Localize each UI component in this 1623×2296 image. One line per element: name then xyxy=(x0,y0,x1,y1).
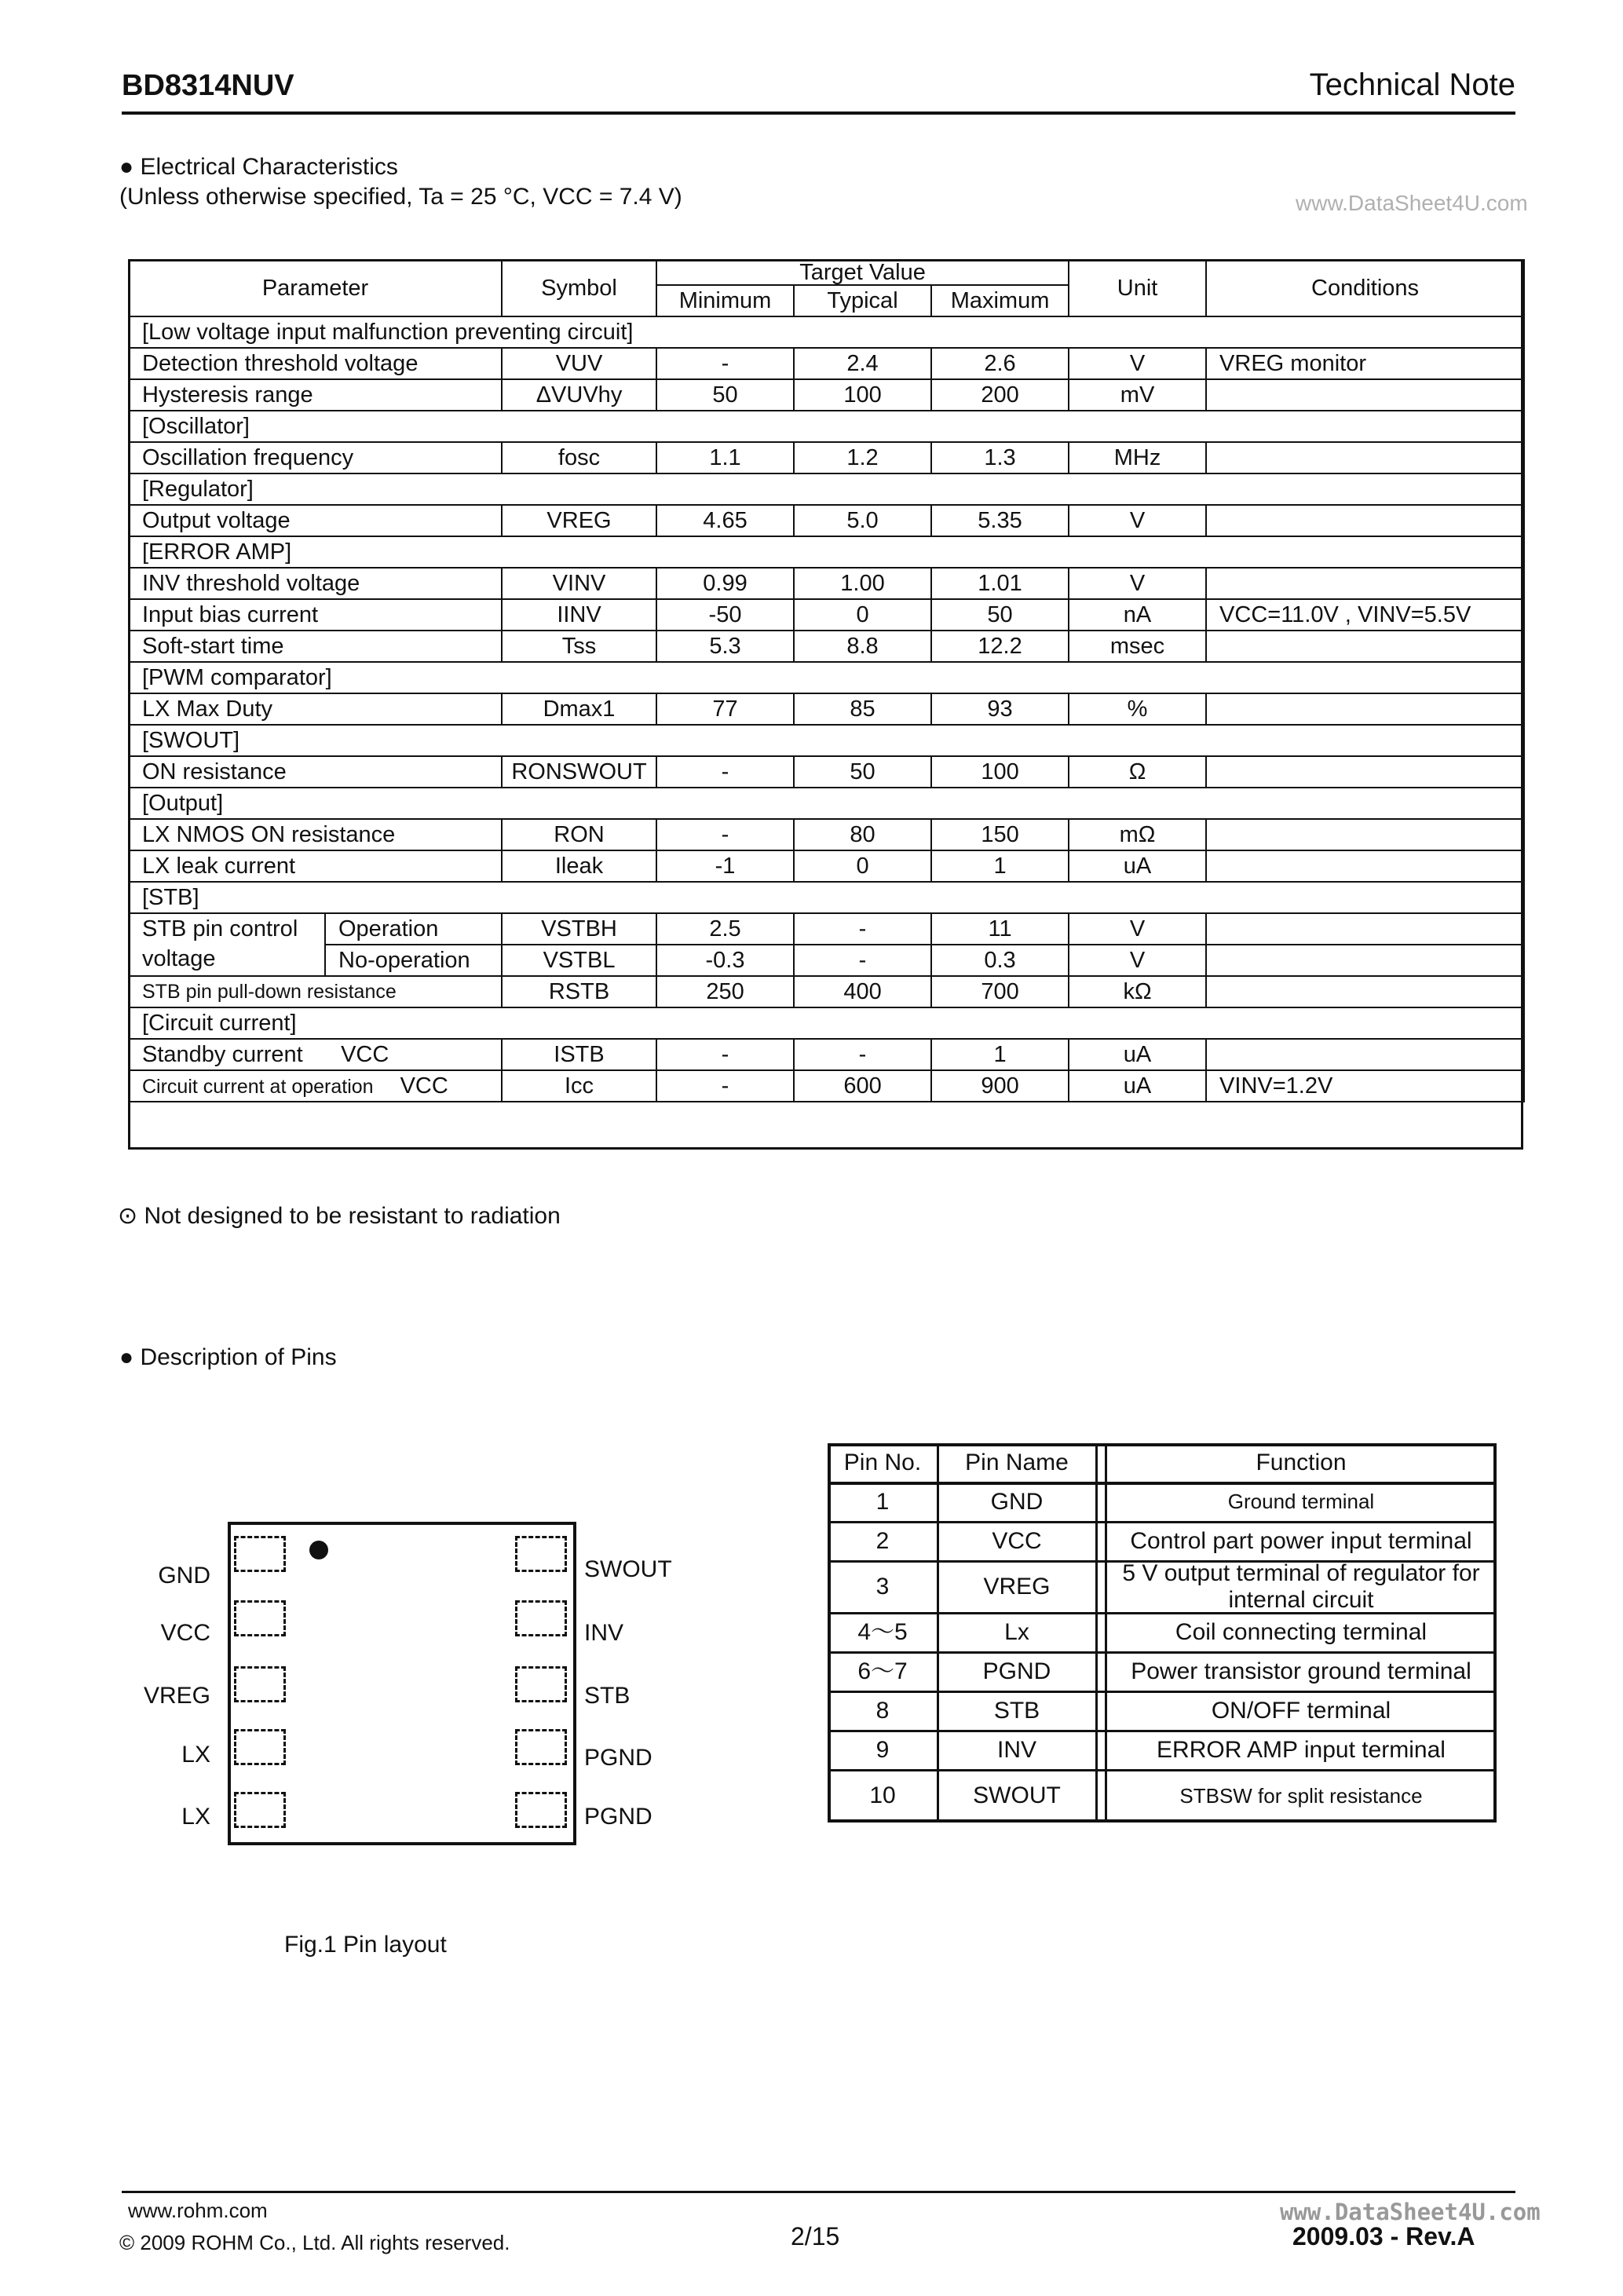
pin-function-cell: Coil connecting terminal xyxy=(1175,1618,1427,1645)
watermark-top: www.DataSheet4U.com xyxy=(1296,191,1528,215)
pin-header-name: Pin Name xyxy=(965,1449,1069,1475)
cond-cell xyxy=(1206,693,1524,725)
typ-cell: 80 xyxy=(794,819,931,850)
group-row xyxy=(129,536,1524,568)
table-row xyxy=(129,819,1524,850)
param-cell: Detection threshold voltage xyxy=(129,348,502,379)
max-cell: 900 xyxy=(931,1070,1069,1102)
left-pin-pad xyxy=(234,1792,286,1828)
footer-url: www.rohm.com xyxy=(128,2199,268,2222)
symbol-cell: Icc xyxy=(502,1070,656,1102)
sub-param-cell: No-operation xyxy=(325,945,502,976)
table-row xyxy=(129,631,1524,662)
symbol-cell: fosc xyxy=(502,442,656,473)
group-row xyxy=(129,725,1524,756)
footer-rule xyxy=(122,2191,1515,2193)
param-cell: STB pin pull-down resistance xyxy=(129,976,502,1007)
typ-cell: 1.00 xyxy=(794,568,931,599)
symbol-cell: Ileak xyxy=(502,850,656,882)
param-cell: LX Max Duty xyxy=(129,693,502,725)
param-cell: Standby current VCC xyxy=(129,1039,502,1070)
unit-cell: V xyxy=(1069,913,1206,945)
typ-cell: 1.2 xyxy=(794,442,931,473)
left-pin-label: LX xyxy=(181,1742,210,1768)
typ-cell: 50 xyxy=(794,756,931,788)
table-row xyxy=(129,442,1524,473)
table-row xyxy=(129,505,1524,536)
param-cell: STB pin control voltage xyxy=(129,913,325,976)
symbol-cell: RSTB xyxy=(502,976,656,1007)
sub-param-cell: Operation xyxy=(325,913,502,945)
cond-cell xyxy=(1206,945,1524,976)
left-pin-pad xyxy=(234,1729,286,1765)
cond-cell xyxy=(1206,850,1524,882)
header-target-value: Target Value xyxy=(656,260,1069,285)
group-label: [Circuit current] xyxy=(129,1007,1524,1039)
group-label: [STB] xyxy=(129,882,1524,913)
unit-cell: V xyxy=(1069,505,1206,536)
param-cell: LX NMOS ON resistance xyxy=(129,819,502,850)
group-row xyxy=(129,882,1524,913)
header-unit: Unit xyxy=(1069,260,1206,316)
pin-name-cell: VCC xyxy=(992,1527,1042,1554)
typ-cell: 0 xyxy=(794,599,931,631)
header-parameter: Parameter xyxy=(129,260,502,316)
table-row xyxy=(129,976,1524,1007)
cond-cell xyxy=(1206,976,1524,1007)
col-divider xyxy=(1105,1443,1107,1823)
typ-cell: 600 xyxy=(794,1070,931,1102)
param-cell: ON resistance xyxy=(129,756,502,788)
table-row xyxy=(129,945,1524,976)
right-pin-label: PGND xyxy=(584,1745,652,1771)
pin-function-cell: ON/OFF terminal xyxy=(1211,1697,1391,1724)
pin-function-cell: 5 V output terminal of regulator for internal circuit xyxy=(1122,1559,1480,1613)
cond-cell xyxy=(1206,756,1524,788)
group-label: [PWM comparator] xyxy=(129,662,1524,693)
unit-cell: mΩ xyxy=(1069,819,1206,850)
min-cell: -1 xyxy=(656,850,794,882)
cond-cell xyxy=(1206,631,1524,662)
header-min: Minimum xyxy=(656,285,794,316)
max-cell: 1 xyxy=(931,850,1069,882)
pin-function-cell: ERROR AMP input terminal xyxy=(1157,1736,1446,1763)
unit-cell: nA xyxy=(1069,599,1206,631)
pin-header-function: Function xyxy=(1256,1449,1347,1475)
conditions-note: (Unless otherwise specified, Ta = 25 °C, VCC = 7.4 V) xyxy=(119,184,682,210)
header-rule xyxy=(122,112,1515,115)
min-cell: - xyxy=(656,819,794,850)
typ-cell: 85 xyxy=(794,693,931,725)
table-row xyxy=(129,568,1524,599)
pin-number-cell: 6〜7 xyxy=(857,1658,908,1684)
header-conditions: Conditions xyxy=(1206,260,1524,316)
param-cell: Input bias current xyxy=(129,599,502,631)
group-row xyxy=(129,316,1524,348)
table-row xyxy=(129,693,1524,725)
unit-cell: uA xyxy=(1069,850,1206,882)
right-pin-pad xyxy=(515,1600,567,1636)
pin-name-cell: Lx xyxy=(1004,1618,1029,1645)
pin-number-cell: 8 xyxy=(875,1697,890,1724)
right-pin-label: STB xyxy=(584,1683,631,1709)
param-text: Circuit current at operation xyxy=(142,1075,374,1098)
cond-cell xyxy=(1206,379,1524,411)
param-cell: Oscillation frequency xyxy=(129,442,502,473)
pin-header-no: Pin No. xyxy=(843,1449,922,1475)
max-cell: 0.3 xyxy=(931,945,1069,976)
cond-cell: VREG monitor xyxy=(1206,348,1524,379)
max-cell: 150 xyxy=(931,819,1069,850)
cond-cell xyxy=(1206,1039,1524,1070)
page-number: 2/15 xyxy=(791,2222,840,2250)
symbol-cell: VUV xyxy=(502,348,656,379)
pin-function-cell: Ground terminal xyxy=(1227,1490,1375,1514)
right-pin-pad xyxy=(515,1666,567,1702)
typ-cell: 100 xyxy=(794,379,931,411)
typ-cell: 2.4 xyxy=(794,348,931,379)
pin-number-cell: 3 xyxy=(875,1573,890,1600)
pin-name-cell: STB xyxy=(993,1697,1040,1724)
group-label: [ERROR AMP] xyxy=(129,536,1524,568)
watermark-bottom: www.DataSheet4U.com xyxy=(1280,2199,1541,2225)
group-label: [SWOUT] xyxy=(129,725,1524,756)
min-cell: 2.5 xyxy=(656,913,794,945)
table-row xyxy=(129,850,1524,882)
max-cell: 1.3 xyxy=(931,442,1069,473)
param-cell: INV threshold voltage xyxy=(129,568,502,599)
min-cell: -0.3 xyxy=(656,945,794,976)
typ-cell: 5.0 xyxy=(794,505,931,536)
right-pin-label: SWOUT xyxy=(584,1556,672,1582)
symbol-cell: RONSWOUT xyxy=(502,756,656,788)
unit-cell: Ω xyxy=(1069,756,1206,788)
pin-function-cell: STBSW for split resistance xyxy=(1179,1783,1423,1808)
symbol-cell: VSTBH xyxy=(502,913,656,945)
param-cell xyxy=(129,1070,502,1102)
max-cell: 5.35 xyxy=(931,505,1069,536)
symbol-cell: ISTB xyxy=(502,1039,656,1070)
group-row xyxy=(129,411,1524,442)
typ-cell: - xyxy=(794,1039,931,1070)
section-title-pins: ● Description of Pins xyxy=(119,1344,337,1370)
min-cell: 1.1 xyxy=(656,442,794,473)
cond-cell: VCC=11.0V , VINV=5.5V xyxy=(1206,599,1524,631)
max-cell: 11 xyxy=(931,913,1069,945)
pin1-marker xyxy=(309,1541,328,1559)
min-cell: - xyxy=(656,348,794,379)
right-pin-pad xyxy=(515,1536,567,1572)
min-cell: - xyxy=(656,756,794,788)
unit-cell: V xyxy=(1069,945,1206,976)
pin-number-cell: 10 xyxy=(869,1782,896,1809)
pin-function-cell: Power transistor ground terminal xyxy=(1131,1658,1471,1684)
max-cell: 12.2 xyxy=(931,631,1069,662)
figure-caption: Fig.1 Pin layout xyxy=(284,1932,447,1958)
unit-cell: uA xyxy=(1069,1039,1206,1070)
cond-cell xyxy=(1206,505,1524,536)
param-cell: Output voltage xyxy=(129,505,502,536)
symbol-cell: Tss xyxy=(502,631,656,662)
max-cell: 93 xyxy=(931,693,1069,725)
left-pin-label: VREG xyxy=(143,1683,210,1709)
min-cell: - xyxy=(656,1039,794,1070)
unit-cell: % xyxy=(1069,693,1206,725)
group-label: [Regulator] xyxy=(129,473,1524,505)
left-pin-pad xyxy=(234,1536,286,1572)
max-cell: 700 xyxy=(931,976,1069,1007)
unit-cell: mV xyxy=(1069,379,1206,411)
header-typ: Typical xyxy=(794,285,931,316)
group-label: [Oscillator] xyxy=(129,411,1524,442)
pin-number-cell: 4〜5 xyxy=(857,1618,908,1645)
cond-cell xyxy=(1206,568,1524,599)
unit-cell: V xyxy=(1069,568,1206,599)
right-pin-label: PGND xyxy=(584,1804,652,1830)
header-symbol: Symbol xyxy=(502,260,656,316)
cond-cell xyxy=(1206,819,1524,850)
param-cell: Hysteresis range xyxy=(129,379,502,411)
symbol-cell: ΔVUVhy xyxy=(502,379,656,411)
group-row xyxy=(129,1007,1524,1039)
max-cell: 1 xyxy=(931,1039,1069,1070)
group-row xyxy=(129,788,1524,819)
pin-function-cell: Control part power input terminal xyxy=(1130,1527,1472,1554)
pin-name-cell: VREG xyxy=(983,1573,1051,1600)
symbol-cell: Dmax1 xyxy=(502,693,656,725)
left-pin-pad xyxy=(234,1666,286,1702)
min-cell: 77 xyxy=(656,693,794,725)
symbol-cell: VINV xyxy=(502,568,656,599)
table-row xyxy=(129,756,1524,788)
unit-cell: kΩ xyxy=(1069,976,1206,1007)
right-pin-label: INV xyxy=(584,1620,624,1646)
symbol-cell: VSTBL xyxy=(502,945,656,976)
pin-name-cell: GND xyxy=(990,1488,1044,1515)
min-cell: 4.65 xyxy=(656,505,794,536)
table-row xyxy=(129,913,1524,945)
min-cell: 250 xyxy=(656,976,794,1007)
min-cell: 5.3 xyxy=(656,631,794,662)
pin-number-cell: 9 xyxy=(875,1736,890,1763)
max-cell: 200 xyxy=(931,379,1069,411)
revision: 2009.03 - Rev.A xyxy=(1292,2222,1475,2250)
max-cell: 100 xyxy=(931,756,1069,788)
table-row xyxy=(129,599,1524,631)
unit-cell: MHz xyxy=(1069,442,1206,473)
unit-cell: msec xyxy=(1069,631,1206,662)
symbol-cell: RON xyxy=(502,819,656,850)
param-cell: Soft-start time xyxy=(129,631,502,662)
pin-name-cell: INV xyxy=(996,1736,1036,1763)
pin-name-cell: PGND xyxy=(982,1658,1051,1684)
pin-name-cell: SWOUT xyxy=(973,1782,1061,1809)
typ-cell: 0 xyxy=(794,850,931,882)
cond-cell: VINV=1.2V xyxy=(1206,1070,1524,1102)
header-max: Maximum xyxy=(931,285,1069,316)
group-label: [Output] xyxy=(129,788,1524,819)
left-pin-label: GND xyxy=(158,1563,210,1589)
max-cell: 50 xyxy=(931,599,1069,631)
footer-copyright: © 2009 ROHM Co., Ltd. All rights reserved. xyxy=(119,2231,510,2254)
group-row xyxy=(129,473,1524,505)
typ-cell: 8.8 xyxy=(794,631,931,662)
min-cell: - xyxy=(656,1070,794,1102)
radiation-note: ⊙ Not designed to be resistant to radiation xyxy=(118,1203,561,1229)
symbol-cell: VREG xyxy=(502,505,656,536)
left-pin-label: VCC xyxy=(160,1620,210,1646)
table-row xyxy=(129,1039,1524,1070)
typ-cell: - xyxy=(794,945,931,976)
cond-cell xyxy=(1206,913,1524,945)
min-cell: 50 xyxy=(656,379,794,411)
unit-cell: uA xyxy=(1069,1070,1206,1102)
min-cell: -50 xyxy=(656,599,794,631)
min-cell: 0.99 xyxy=(656,568,794,599)
table-row xyxy=(129,1070,1524,1102)
left-pin-pad xyxy=(234,1600,286,1636)
table-row xyxy=(129,379,1524,411)
max-cell: 2.6 xyxy=(931,348,1069,379)
max-cell: 1.01 xyxy=(931,568,1069,599)
cond-cell xyxy=(1206,442,1524,473)
pin-number-cell: 1 xyxy=(875,1488,890,1515)
right-pin-pad xyxy=(515,1792,567,1828)
electrical-characteristics-table xyxy=(128,259,1525,1102)
part-number: BD8314NUV xyxy=(122,69,294,102)
param-suffix: VCC xyxy=(400,1073,448,1099)
document-type: Technical Note xyxy=(1309,68,1515,102)
param-cell: LX leak current xyxy=(129,850,502,882)
pin-number-cell: 2 xyxy=(875,1527,890,1554)
group-label: [Low voltage input malfunction preventing circuit] xyxy=(129,316,1524,348)
typ-cell: 400 xyxy=(794,976,931,1007)
symbol-cell: IINV xyxy=(502,599,656,631)
left-pin-label: LX xyxy=(181,1804,210,1830)
right-pin-pad xyxy=(515,1729,567,1765)
unit-cell: V xyxy=(1069,348,1206,379)
typ-cell: - xyxy=(794,913,931,945)
table-row xyxy=(129,348,1524,379)
group-row xyxy=(129,662,1524,693)
section-title-electrical: ● Electrical Characteristics xyxy=(119,154,398,180)
